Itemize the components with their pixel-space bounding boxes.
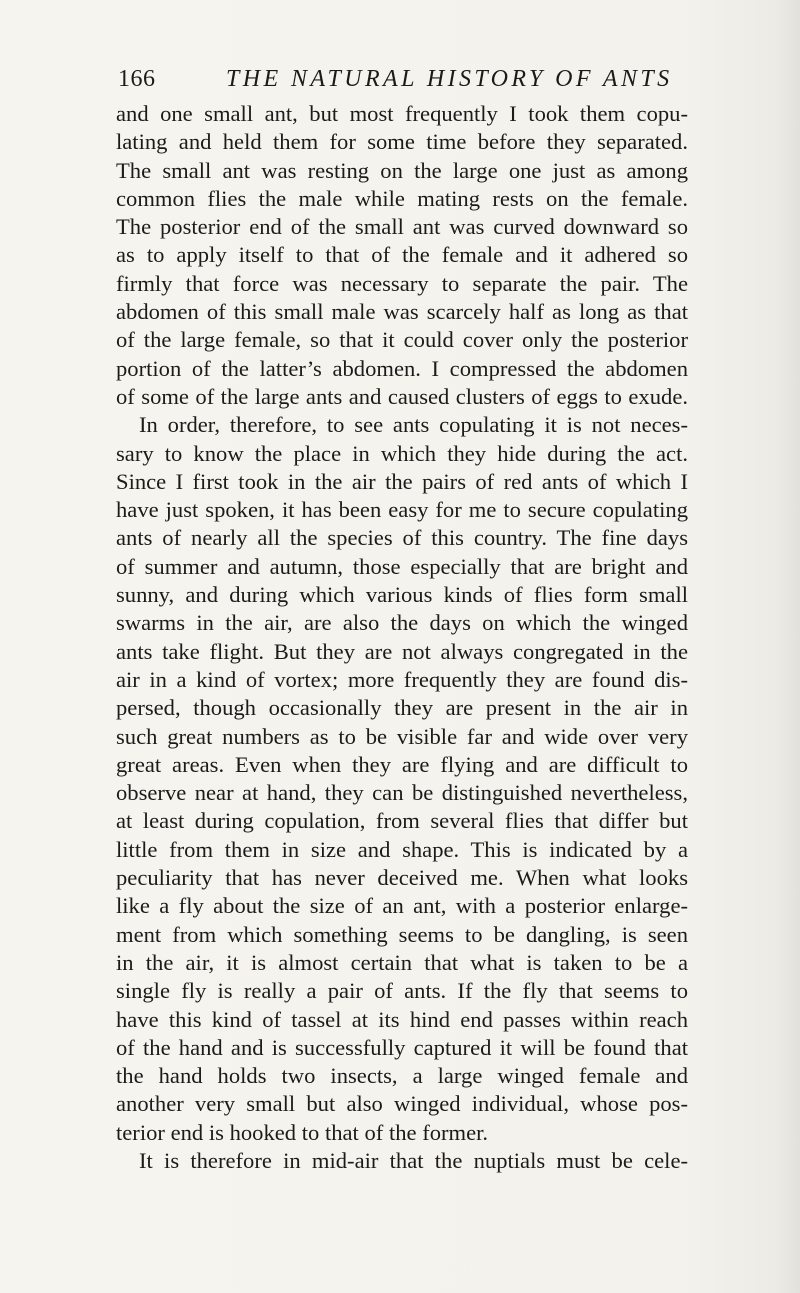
text-line: as to apply itself to that of the female and it adhered so xyxy=(116,242,688,268)
text-line: ants of nearly all the species of this country. The fine days xyxy=(116,525,688,551)
text-line: air in a kind of vortex; more frequently they are found dis- xyxy=(116,666,688,692)
text-line: Since I first took in the air the pairs of red ants of which I xyxy=(116,468,688,494)
text-line: The small ant was resting on the large one just as among xyxy=(116,157,688,183)
text-line: peculiarity that has never deceived me. When what looks xyxy=(116,865,688,891)
text-line: great areas. Even when they are flying and are difficult to xyxy=(116,751,688,777)
text-line: such great numbers as to be visible far and wide over very xyxy=(116,723,688,749)
running-title: THE NATURAL HISTORY OF ANTS xyxy=(226,66,673,92)
text-line: another very small but also winged individual, whose pos- xyxy=(116,1091,688,1117)
text-line: single fly is really a pair of ants. If the fly that seems to xyxy=(116,978,688,1004)
body-text xyxy=(116,100,688,1175)
text-line: It is therefore in mid-air that the nuptials must be cele- xyxy=(139,1147,688,1173)
text-line: sary to know the place in which they hide during the act. xyxy=(116,440,688,466)
text-line: ants take flight. But they are not always congregated in the xyxy=(116,638,688,664)
text-line: lating and held them for some time before they separated. xyxy=(116,129,688,155)
text-line: persed, though occasionally they are present in the air in xyxy=(116,695,688,721)
text-line: little from them in size and shape. This is indicated by a xyxy=(116,836,688,862)
text-line: swarms in the air, are also the days on which the winged xyxy=(116,610,688,636)
text-line: firmly that force was necessary to separate the pair. The xyxy=(116,270,688,296)
text-line: terior end is hooked to that of the former. xyxy=(116,1119,489,1145)
text-line: have this kind of tassel at its hind end passes within reach xyxy=(116,1006,688,1032)
running-head xyxy=(118,63,676,95)
text-line: of the hand and is successfully captured it will be found that xyxy=(116,1034,688,1060)
text-line: sunny, and during which various kinds of flies form small xyxy=(116,582,688,608)
text-line: observe near at hand, they can be distinguished nevertheless, xyxy=(116,780,688,806)
text-line: in the air, it is almost certain that what is taken to be a xyxy=(116,949,688,975)
text-line: The posterior end of the small ant was curved downward so xyxy=(116,214,688,240)
text-line: like a fly about the size of an ant, with a posterior enlarge- xyxy=(116,893,688,919)
text-line: have just spoken, it has been easy for me to secure copulating xyxy=(116,497,688,523)
text-line: of summer and autumn, those especially that are bright and xyxy=(116,553,688,579)
text-line: common flies the male while mating rests on the female. xyxy=(116,185,688,211)
text-line: portion of the latter’s abdomen. I compressed the abdomen xyxy=(116,355,688,381)
text-line: of the large female, so that it could cover only the posterior xyxy=(116,327,688,353)
text-line: ment from which something seems to be dangling, is seen xyxy=(116,921,688,947)
page-number: 166 xyxy=(118,66,156,92)
text-line: of some of the large ants and caused clusters of eggs to exude. xyxy=(116,383,688,409)
text-line: abdomen of this small male was scarcely half as long as that xyxy=(116,299,688,325)
text-line: and one small ant, but most frequently I took them copu- xyxy=(116,101,688,126)
text-line: at least during copulation, from several flies that differ but xyxy=(116,808,688,834)
text-line: the hand holds two insects, a large winged female and xyxy=(116,1063,688,1089)
text-line: In order, therefore, to see ants copulating it is not neces- xyxy=(139,412,688,438)
